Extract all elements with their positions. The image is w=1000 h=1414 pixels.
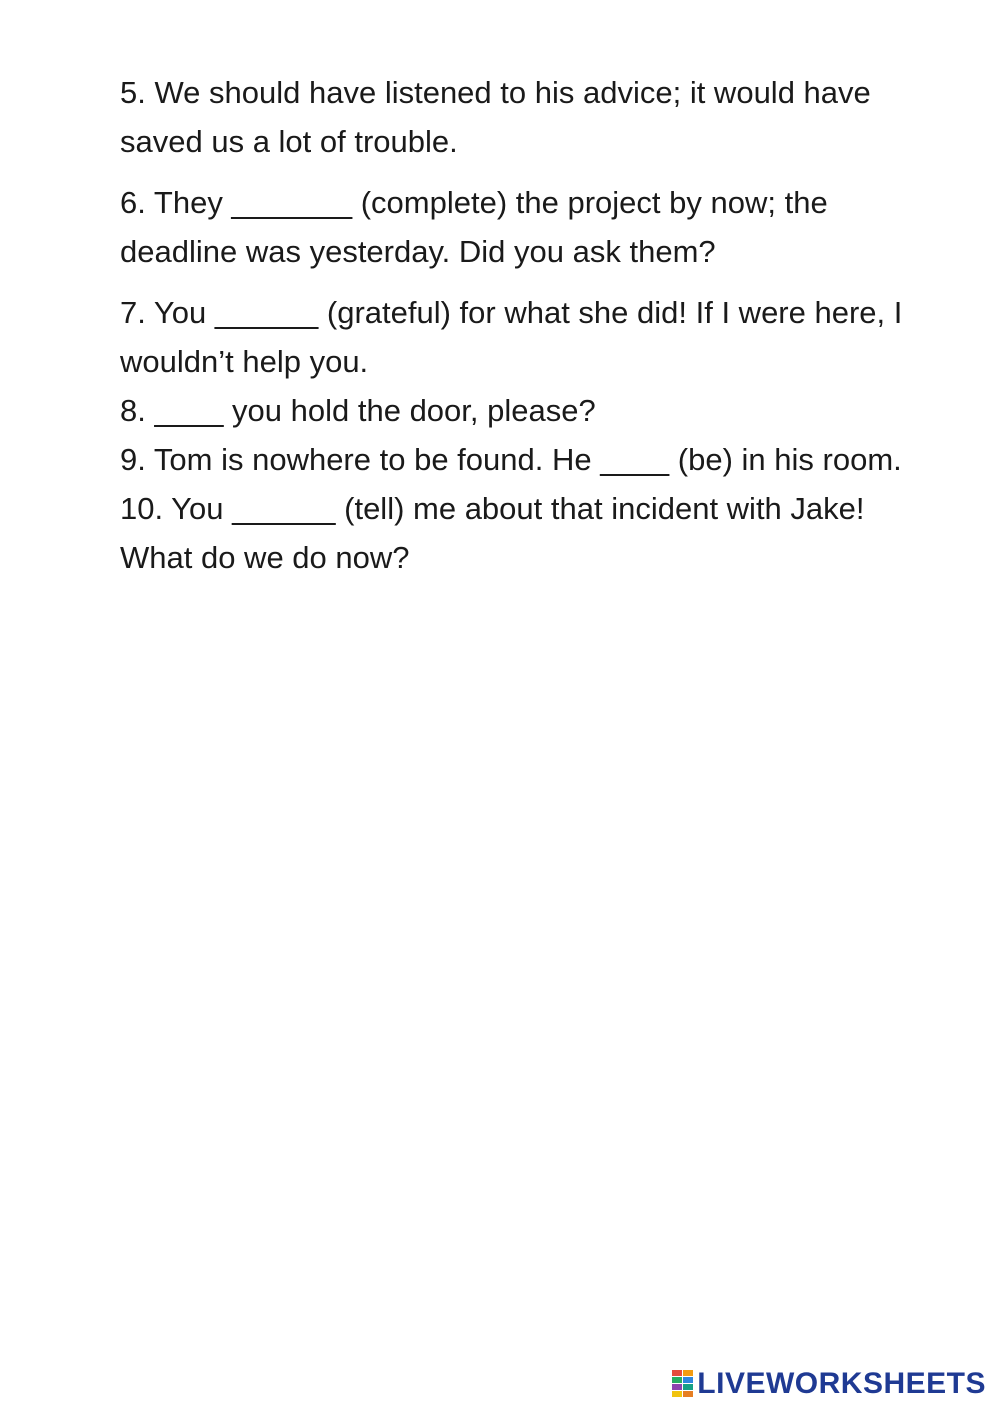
question-10: 10. You ______ (tell) me about that incident with Jake! What do we do now? [120,491,865,575]
question-9: 9. Tom is nowhere to be found. He ____ (be) in his room. [120,442,902,477]
question-list [120,68,920,582]
question-6: 6. They _______ (complete) the project by now; the deadline was yesterday. Did you ask them? [120,185,828,269]
brand-name: LIVEWORKSHEETS [697,1367,986,1400]
question-5: 5. We should have listened to his advice; it would have saved us a lot of trouble. [120,75,871,159]
liveworksheets-logo [672,1364,986,1404]
liveworksheets-logo-icon [672,1370,694,1398]
question-8: 8. ____ you hold the door, please? [120,393,596,428]
question-7: 7. You ______ (grateful) for what she did! If I were here, I wouldn’t help you. [120,295,903,379]
